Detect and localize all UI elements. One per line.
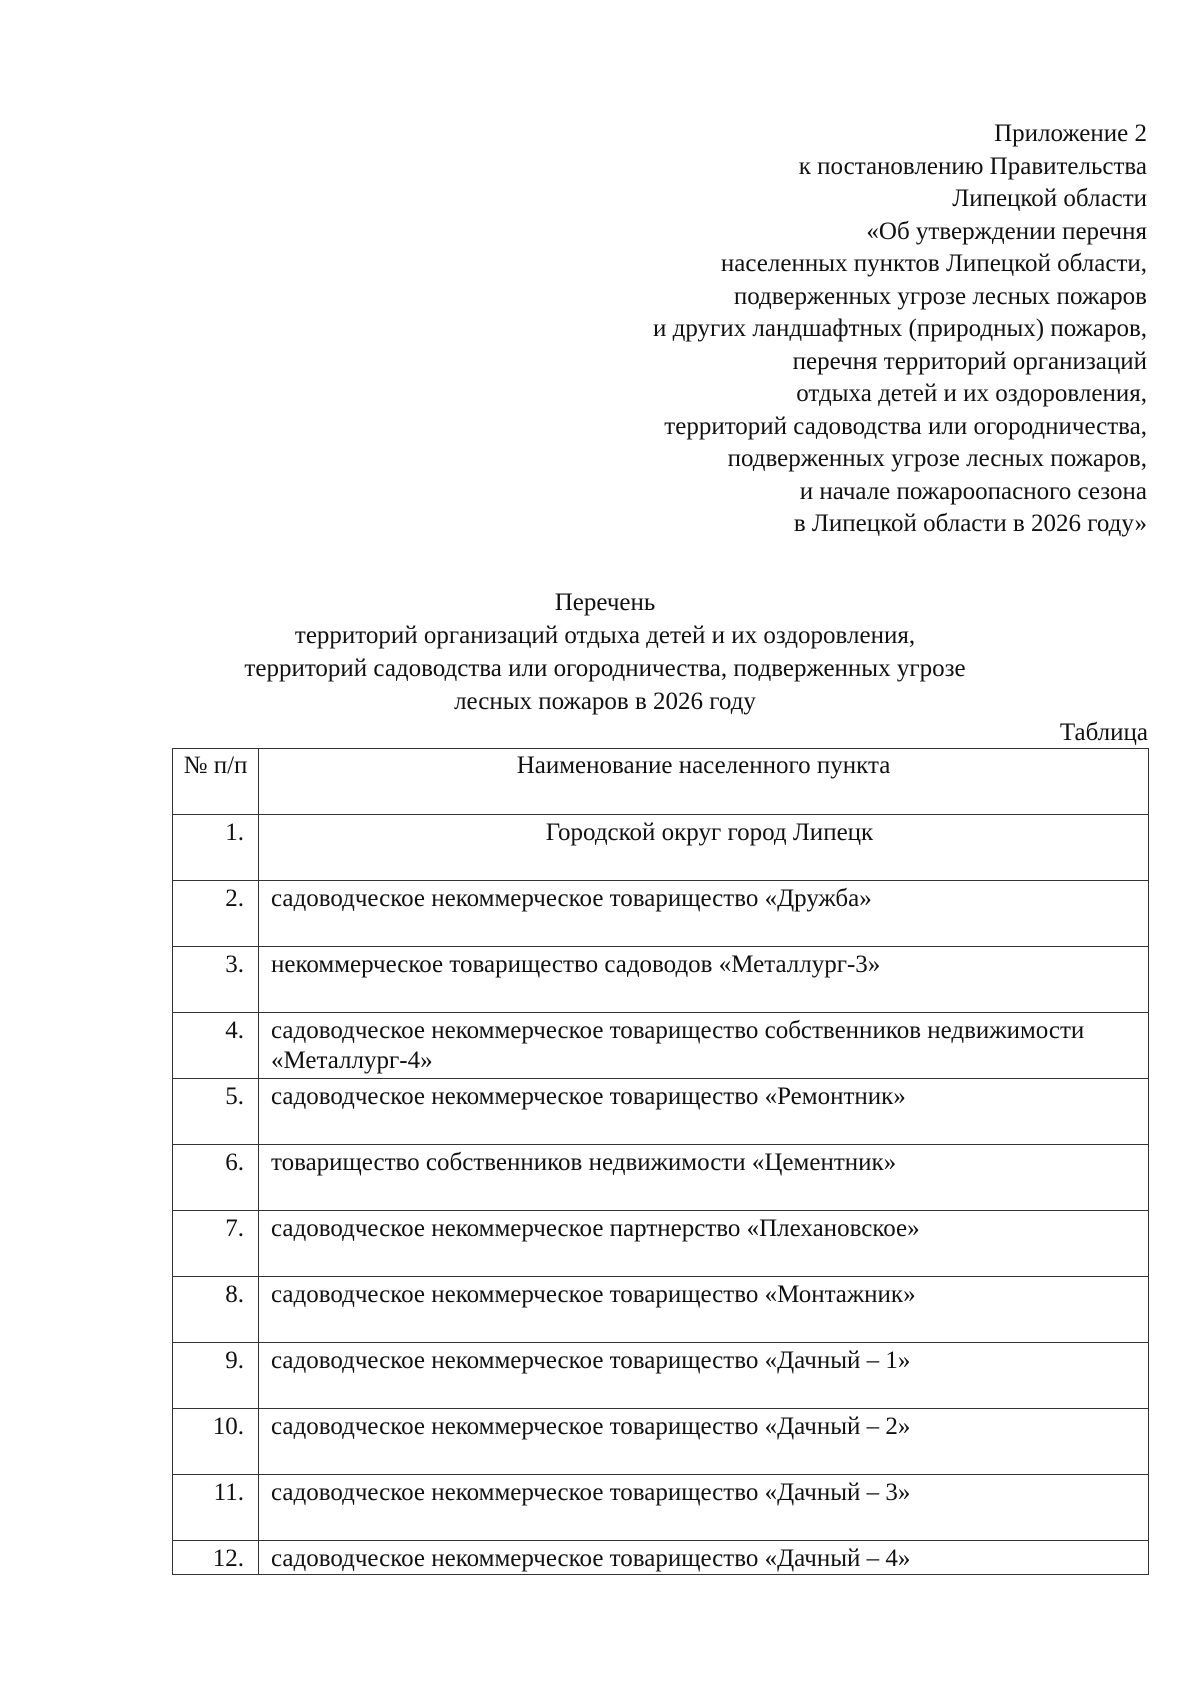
header-name-cell: Наименование населенного пункта xyxy=(259,749,1149,815)
title-line: лесных пожаров в 2026 году xyxy=(454,688,756,715)
appendix-line: населенных пунктов Липецкой области, xyxy=(720,250,1147,277)
table-row xyxy=(173,1277,1149,1343)
document-title xyxy=(0,586,1200,718)
row-number: 4. xyxy=(173,1013,259,1079)
row-name: садоводческое некоммерческое товарищество «Монтажник» xyxy=(259,1277,1149,1343)
territories-table xyxy=(172,748,1149,1575)
table-row xyxy=(173,1013,1149,1079)
appendix-line: Липецкой области xyxy=(952,185,1147,212)
appendix-line: Приложение 2 xyxy=(994,120,1147,147)
table-header-row xyxy=(173,749,1149,815)
row-number: 10. xyxy=(173,1409,259,1475)
appendix-line: подверженных угрозе лесных пожаров, xyxy=(727,445,1147,472)
table-row xyxy=(173,815,1149,881)
appendix-line: в Липецкой области в 2026 году» xyxy=(793,510,1147,537)
row-name: садоводческое некоммерческое товарищество «Дачный – 3» xyxy=(259,1475,1149,1541)
appendix-line: и других ландшафтных (природных) пожаров, xyxy=(653,315,1147,342)
table-row xyxy=(173,1211,1149,1277)
row-number: 12. xyxy=(173,1541,259,1575)
row-number: 1. xyxy=(173,815,259,881)
row-number: 5. xyxy=(173,1079,259,1145)
appendix-line: подверженных угрозе лесных пожаров xyxy=(733,282,1147,310)
row-name: садоводческое некоммерческое товарищество собственников недвижимости «Металлург-4» xyxy=(259,1013,1149,1079)
row-name: садоводческое некоммерческое товарищество «Дружба» xyxy=(259,881,1149,947)
row-name: Городской округ город Липецк xyxy=(259,815,1149,881)
table-row xyxy=(173,881,1149,947)
appendix-line: отдыха детей и их оздоровления, xyxy=(796,380,1147,407)
row-number: 11. xyxy=(173,1475,259,1541)
table-row xyxy=(173,1343,1149,1409)
appendix-line: территорий садоводства или огородничества, xyxy=(664,412,1147,440)
row-number: 2. xyxy=(173,881,259,947)
table-row xyxy=(173,947,1149,1013)
table-row xyxy=(173,1475,1149,1541)
title-line: территорий организаций отдыха детей и их оздоровления, xyxy=(294,622,916,649)
appendix-line: к постановлению Правительства xyxy=(798,152,1147,180)
table-row xyxy=(173,1145,1149,1211)
title-line: Перечень xyxy=(554,589,656,616)
row-number: 9. xyxy=(173,1343,259,1409)
row-name: садоводческое некоммерческое партнерство «Плехановское» xyxy=(259,1211,1149,1277)
row-number: 6. xyxy=(173,1145,259,1211)
row-name: садоводческое некоммерческое товарищество «Дачный – 1» xyxy=(259,1343,1149,1409)
table-label: Таблица xyxy=(1059,719,1148,746)
title-line: территорий садоводства или огородничества, подверженных угрозе xyxy=(244,655,966,682)
appendix-block xyxy=(447,118,1147,541)
header-num-cell: № п/п xyxy=(173,749,259,815)
row-name: садоводческое некоммерческое товарищество «Дачный – 4» xyxy=(259,1541,1149,1575)
table-row xyxy=(173,1541,1149,1575)
appendix-line: перечня территорий организаций xyxy=(792,347,1147,375)
row-number: 3. xyxy=(173,947,259,1013)
row-name: товарищество собственников недвижимости «Цементник» xyxy=(259,1145,1149,1211)
table-row xyxy=(173,1409,1149,1475)
row-name: садоводческое некоммерческое товарищество «Ремонтник» xyxy=(259,1079,1149,1145)
table-row xyxy=(173,1079,1149,1145)
row-name: садоводческое некоммерческое товарищество «Дачный – 2» xyxy=(259,1409,1149,1475)
row-number: 8. xyxy=(173,1277,259,1343)
appendix-line: и начале пожароопасного сезона xyxy=(799,477,1147,505)
appendix-line: «Об утверждении перечня xyxy=(866,217,1147,245)
row-name: некоммерческое товарищество садоводов «Металлург-3» xyxy=(259,947,1149,1013)
row-number: 7. xyxy=(173,1211,259,1277)
